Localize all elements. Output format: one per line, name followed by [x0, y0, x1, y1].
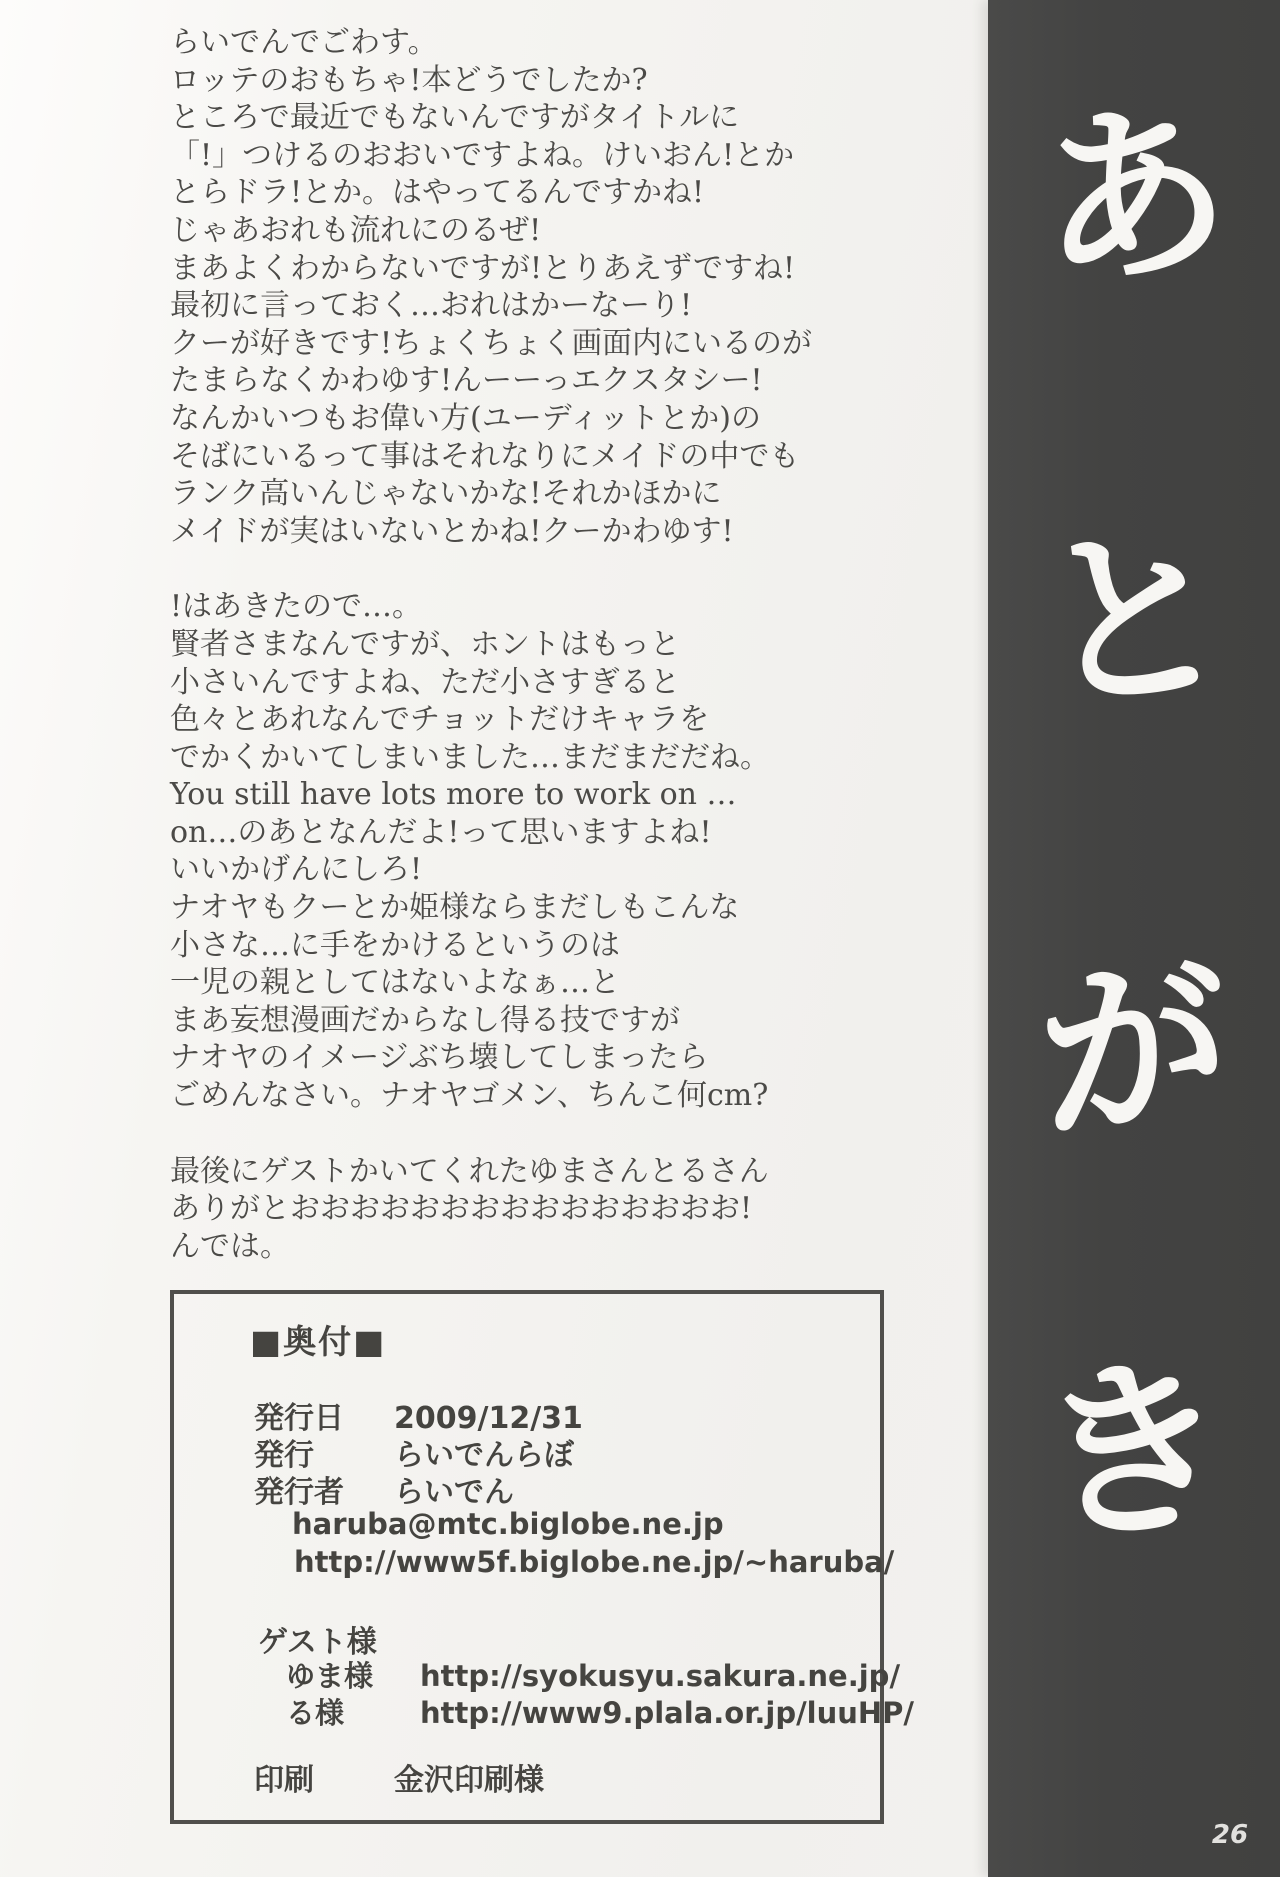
colophon-title: ■奥付■	[250, 1322, 387, 1361]
text-line: 最後にゲストかいてくれたゆまさんとるさん	[170, 1153, 769, 1189]
banner-char: と	[1029, 502, 1239, 739]
guest-row	[286, 1654, 900, 1695]
printer-label: 印刷	[254, 1763, 314, 1798]
text-line: なんかいつもお偉い方(ユーディットとか)の	[170, 400, 762, 436]
website-url: http://www5f.biglobe.ne.jp/~haruba/	[294, 1545, 895, 1579]
text-line: ところで最近でもないんですがタイトルに	[170, 100, 740, 136]
text-line: You still have lots more to work on …	[170, 777, 737, 813]
text-line: ありがとおおおおおおおおおおおおおおお!	[170, 1191, 753, 1227]
banner-char: あ	[1029, 79, 1239, 316]
text-line: メイドが実はいないとかね!クーかわゆす!	[170, 513, 734, 549]
banner-char: き	[1029, 1334, 1239, 1571]
contact-email: haruba@mtc.biglobe.ne.jp	[292, 1507, 724, 1541]
text-line: ランク高いんじゃないかな!それかほかに	[170, 476, 722, 512]
text-line: でかくかいてしまいました…まだまだだね。	[170, 739, 770, 775]
text-line: らいでんでごわす。	[170, 25, 438, 60]
afterword-paragraph-1	[170, 24, 930, 550]
text-line: 最初に言っておく…おれはかーなーり!	[170, 288, 693, 324]
text-line: !はあきたので…。	[170, 589, 423, 625]
text-line: ごめんなさい。ナオヤゴメン、ちんこ何cm?	[170, 1078, 769, 1114]
text-line: 小さいんですよね、ただ小さすぎると	[170, 664, 680, 700]
vertical-title-banner	[988, 0, 1280, 1877]
text-line: いいかげんにしろ!	[170, 852, 423, 888]
text-line: 「!」つけるのおおいですよね。けいおん!とか	[170, 137, 795, 173]
printer-value: 金沢印刷様	[394, 1763, 544, 1798]
text-line: ロッテのおもちゃ!本どうでしたか?	[170, 62, 648, 98]
colophon-box	[170, 1290, 915, 1824]
guest-url: http://www9.plala.or.jp/luuHP/	[420, 1696, 915, 1730]
text-line: 一児の親としてはないよなぁ…と	[170, 965, 620, 1001]
printer-row	[254, 1755, 544, 1799]
text-line: まあよくわからないですが!とりあえずですね!	[170, 250, 796, 286]
page-number: 26	[1211, 1820, 1249, 1850]
text-line: ナオヤのイメージぶち壊してしまったら	[170, 1040, 709, 1076]
author-label: 発行者	[254, 1475, 344, 1510]
author-value: らいでん	[394, 1475, 514, 1510]
text-line: ナオヤもクーとか姫様ならまだしもこんな	[170, 890, 740, 926]
guest-row	[286, 1691, 914, 1732]
afterword-text	[170, 24, 930, 1303]
guest-url: http://syokusyu.sakura.ne.jp/	[420, 1659, 901, 1693]
text-line: on…のあとなんだよ!って思いますよね!	[170, 814, 712, 850]
text-line: じゃあおれも流れにのるぜ!	[170, 212, 542, 248]
author-row	[254, 1467, 514, 1511]
text-line: 賢者さまなんですが、ホントはもっと	[170, 626, 680, 662]
afterword-paragraph-2	[170, 588, 930, 1114]
guest-name: ゆま様	[286, 1659, 374, 1693]
guest-name: る様	[286, 1696, 345, 1730]
guests-title: ゲスト様	[258, 1625, 377, 1660]
text-line: まあ妄想漫画だからなし得る技ですが	[170, 1002, 680, 1038]
text-line: とらドラ!とか。はやってるんですかね!	[170, 175, 705, 211]
banner-char: が	[1029, 932, 1239, 1169]
publisher-value: らいでんらぼ	[394, 1438, 574, 1473]
text-line: たまらなくかわゆす!んーーっエクスタシー!	[170, 363, 763, 399]
text-line: 色々とあれなんでチョットだけキャラを	[170, 702, 710, 738]
publisher-label: 発行	[254, 1438, 314, 1473]
text-line: んでは。	[170, 1228, 290, 1264]
afterword-paragraph-3	[170, 1153, 930, 1266]
text-line: クーが好きです!ちょくちょく画面内にいるのが	[170, 325, 813, 361]
text-line: 小さな…に手をかけるというのは	[170, 927, 620, 963]
publication-date-label: 発行日	[254, 1401, 344, 1436]
text-line: そばにいるって事はそれなりにメイドの中でも	[170, 438, 800, 474]
publication-date-value: 2009/12/31	[394, 1401, 583, 1436]
